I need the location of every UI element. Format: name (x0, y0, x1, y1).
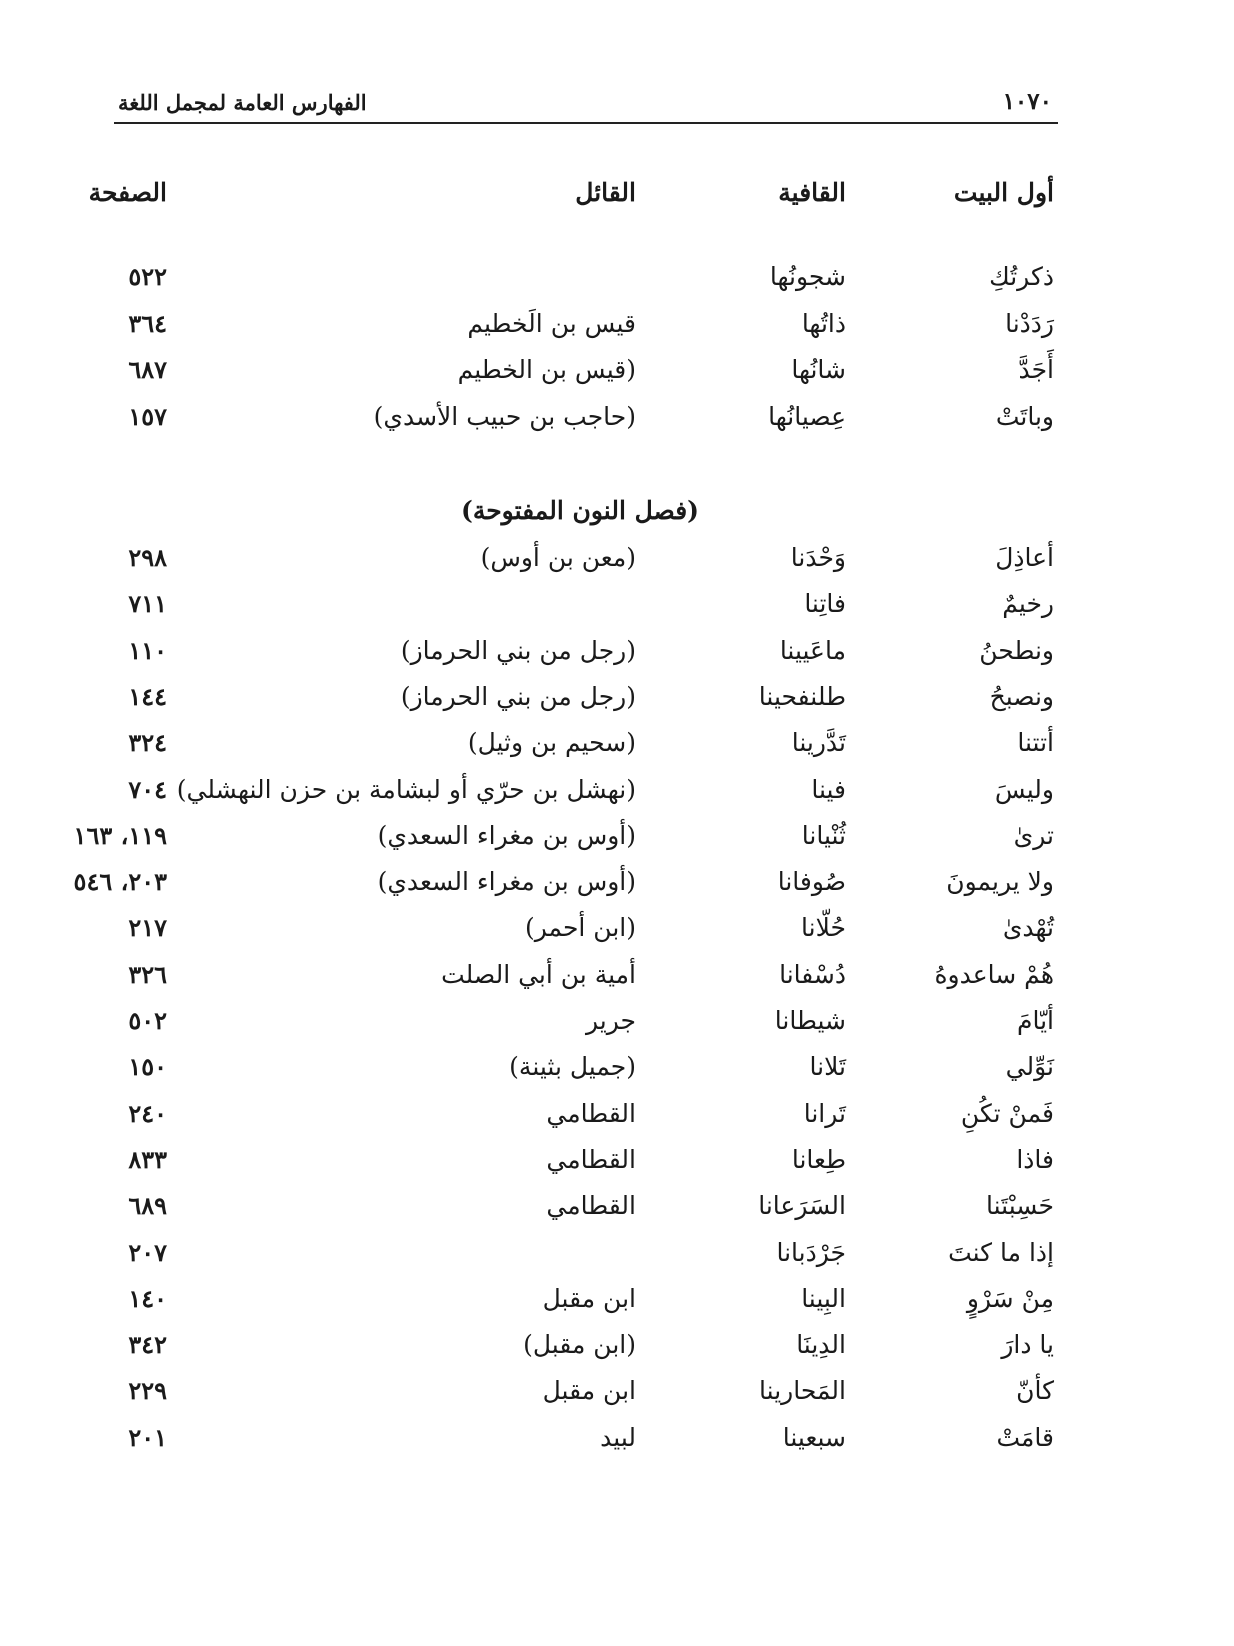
first-words-cell: ترىٰ (1013, 820, 1054, 850)
rhyme-cell: السَرَعانا (758, 1191, 846, 1221)
page-cell: ٣٤٢ (128, 1330, 167, 1360)
page-number: ١٠٧٠ (1002, 88, 1052, 115)
page-cell: ١١٠ (128, 635, 167, 665)
poet-cell: قيس بن الَخطيم (467, 308, 636, 338)
index-row (0, 402, 1234, 442)
first-words-cell: أعاذِلَ (995, 543, 1054, 572)
index-row (0, 1284, 1234, 1324)
page-cell: ٣٢٤ (128, 728, 167, 758)
first-words-cell: أيّامَ (1017, 1006, 1054, 1035)
index-row (0, 1330, 1234, 1370)
index-row (0, 1052, 1234, 1092)
first-words-cell: يا دارَ (1001, 1330, 1054, 1360)
poet-cell: (جميل بثينة) (509, 1052, 636, 1082)
rhyme-cell: طلنفحينا (758, 681, 846, 711)
rhyme-cell: حُلّانا (801, 913, 846, 943)
rhyme-cell: ثُنْيانا (801, 820, 846, 850)
page-cell: ٨٣٣ (128, 1144, 167, 1174)
column-header-rhyme: القافية (778, 178, 846, 207)
first-words-cell: ولا يريمونَ (946, 867, 1054, 897)
rhyme-cell: شيطانا (774, 1006, 846, 1035)
index-row (0, 775, 1234, 815)
index-row (0, 355, 1234, 395)
rhyme-cell: وَحْدَنا (790, 543, 846, 572)
poet-cell: (أوس بن مغراء السعدي) (377, 867, 636, 897)
rhyme-cell: تَلانا (809, 1052, 846, 1082)
first-words-cell: أَجَدَّ (1018, 355, 1054, 385)
poet-cell: (ابن أحمر) (524, 913, 636, 943)
index-row (0, 913, 1234, 953)
poet-cell: ابن مقبل (542, 1283, 636, 1313)
index-row (0, 960, 1234, 1000)
poet-cell: (سحيم بن وثيل) (467, 728, 636, 758)
page-cell: ٢٠٣، ٥٤٦ (73, 867, 167, 897)
poet-cell: القطامي (546, 1191, 636, 1221)
rhyme-cell: عِصيانُها (768, 402, 846, 432)
first-words-cell: كأنّ (1016, 1376, 1054, 1406)
first-words-cell: ونطحنُ (979, 635, 1054, 665)
page-cell: ٦٨٧ (128, 355, 167, 385)
first-words-cell: رَدَدْنا (1005, 308, 1054, 338)
first-words-cell: نَوِّلي (1005, 1052, 1054, 1082)
index-row (0, 1191, 1234, 1231)
first-words-cell: هُمْ ساعدوهُ (934, 959, 1054, 989)
page-cell: ١١٩، ١٦٣ (73, 820, 167, 850)
page-cell: ٧١١ (128, 589, 167, 619)
poet-cell: أمية بن أبي الصلت (441, 959, 636, 989)
rhyme-cell: المَحارينا (759, 1376, 846, 1406)
section-title-text: (فصل النون المفتوحة) (461, 496, 699, 525)
index-row (0, 1099, 1234, 1139)
page-cell: ١٥٧ (128, 402, 167, 432)
index-row (0, 867, 1234, 907)
page-cell: ٣٦٤ (128, 308, 167, 338)
poet-cell: (نهشل بن حرّي أو لبشامة بن حزن النهشلي) (176, 774, 636, 804)
first-words-cell: تُهْدىٰ (1002, 913, 1054, 943)
rhyme-cell: صُوفانا (777, 867, 846, 897)
rhyme-cell: ذاتُها (801, 308, 846, 338)
poet-cell: جرير (586, 1006, 636, 1035)
rhyme-cell: البِينا (801, 1283, 846, 1313)
index-row (0, 1145, 1234, 1185)
index-row (0, 728, 1234, 768)
poet-cell: القطامي (546, 1144, 636, 1174)
first-words-cell: مِنْ سَرْوٍ (966, 1283, 1054, 1313)
poet-cell: القطامي (546, 1098, 636, 1128)
first-words-cell: وليسَ (994, 774, 1054, 804)
column-header-first-words: أول البيت (953, 178, 1054, 207)
rhyme-cell: الدِينَا (796, 1330, 846, 1360)
rhyme-cell: تَرانا (803, 1098, 846, 1128)
rhyme-cell: دُسْفانا (779, 959, 846, 989)
page-cell: ٢١٧ (128, 913, 167, 943)
index-row (0, 1006, 1234, 1046)
first-words-cell: أتتنا (1017, 728, 1054, 758)
index-row (0, 543, 1234, 583)
index-row (0, 821, 1234, 861)
column-header-page: الصفحة (88, 178, 167, 207)
first-words-cell: فَمنْ تكُنِ (960, 1098, 1054, 1128)
column-headers (0, 178, 1234, 218)
index-row (0, 262, 1234, 302)
poet-cell: (معن بن أوس) (480, 543, 636, 572)
page-cell: ٢٢٩ (128, 1376, 167, 1406)
page-cell: ٣٢٦ (128, 959, 167, 989)
poet-cell: (حاجب بن حبيب الأسدي) (373, 402, 636, 432)
poet-cell: (أوس بن مغراء السعدي) (377, 820, 636, 850)
index-row (0, 1238, 1234, 1278)
page-cell: ٥٠٢ (128, 1006, 167, 1035)
index-row (0, 309, 1234, 349)
rhyme-cell: فينا (811, 774, 846, 804)
first-words-cell: قامَتْ (996, 1422, 1054, 1452)
index-row (0, 1423, 1234, 1463)
first-words-cell: فاذا (1016, 1144, 1054, 1174)
rhyme-cell: سبعينا (782, 1422, 846, 1452)
page-cell: ١٤٤ (128, 681, 167, 711)
poet-cell: (قيس بن الخطيم (457, 355, 636, 385)
rhyme-cell: جَرْدَبانا (776, 1237, 846, 1267)
poet-cell: (ابن مقبل) (523, 1330, 636, 1360)
rhyme-cell: ماعَيينا (779, 635, 846, 665)
first-words-cell: ونصبحُ (989, 681, 1054, 711)
index-row (0, 589, 1234, 629)
poet-cell: ابن مقبل (542, 1376, 636, 1406)
page-cell: ١٤٠ (128, 1283, 167, 1313)
page-cell: ٢٩٨ (128, 543, 167, 572)
column-header-poet: القائل (575, 178, 636, 207)
first-words-cell: حَسِبْتَنا (985, 1191, 1054, 1221)
rhyme-cell: شانُها (791, 355, 846, 385)
section-title (0, 496, 1234, 525)
rhyme-cell: تَدَّرينا (791, 728, 846, 758)
index-row (0, 1376, 1234, 1416)
page-cell: ٦٨٩ (128, 1191, 167, 1221)
rhyme-cell: شجونُها (769, 262, 846, 291)
first-words-cell: ذكرتُكِ (989, 262, 1054, 291)
first-words-cell: وباتَتْ (995, 402, 1054, 432)
page-cell: ٧٠٤ (128, 774, 167, 804)
index-row (0, 636, 1234, 676)
page-cell: ٢٤٠ (128, 1098, 167, 1128)
first-words-cell: إذا ما كنتَ (948, 1237, 1054, 1267)
page-cell: ٢٠٧ (128, 1237, 167, 1267)
poet-cell: (رجل من بني الحرماز) (400, 681, 636, 711)
running-title: الفهارس العامة لمجمل اللغة (118, 90, 367, 115)
poet-cell: لبيد (600, 1422, 636, 1452)
rhyme-cell: فاتِنا (804, 589, 846, 619)
first-words-cell: رخيمٌ (1002, 589, 1054, 619)
page-cell: ٥٢٢ (128, 262, 167, 291)
rhyme-cell: طِعانا (791, 1144, 846, 1174)
page-cell: ١٥٠ (128, 1052, 167, 1082)
page-cell: ٢٠١ (128, 1422, 167, 1452)
poet-cell: (رجل من بني الحرماز) (400, 635, 636, 665)
index-row (0, 682, 1234, 722)
running-head (114, 88, 1058, 124)
